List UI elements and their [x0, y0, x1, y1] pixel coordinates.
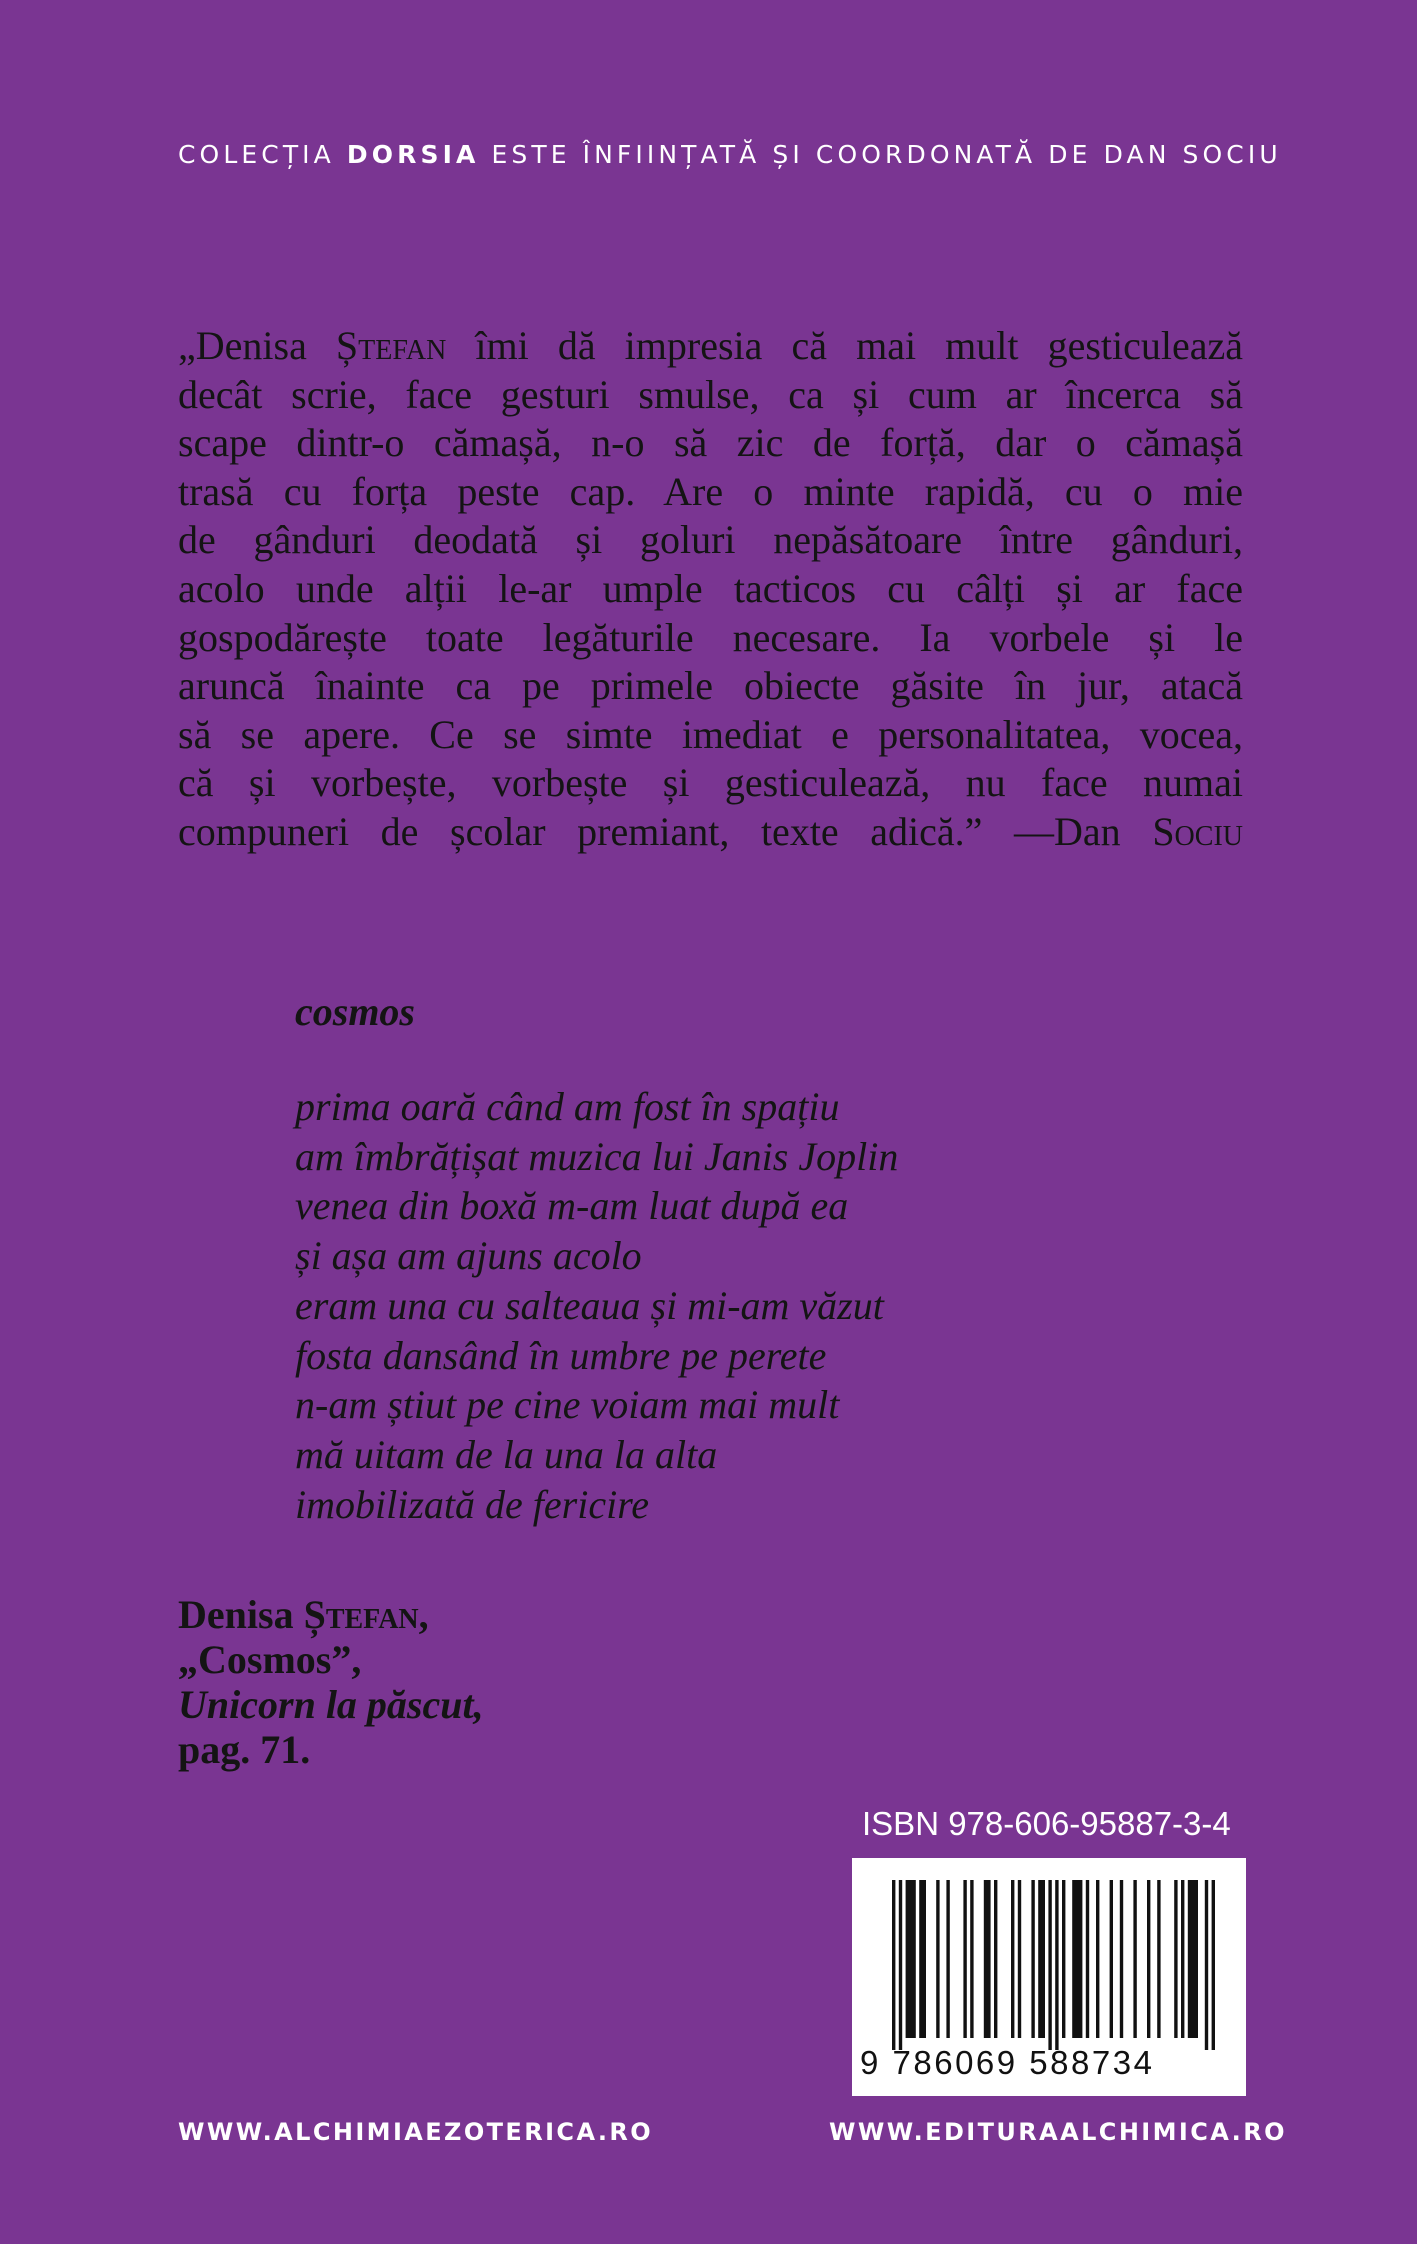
- barcode-bar: [1205, 1880, 1208, 2050]
- barcode-bar: [1062, 1880, 1065, 2038]
- credit-author-surname: Ștefan: [303, 1592, 419, 1637]
- barcode-bar: [994, 1880, 997, 2038]
- collection-note-suffix: ESTE ÎNFIINȚATĂ ȘI COORDONATĂ DE DAN SOCIU: [479, 140, 1282, 169]
- collection-name: DORSIA: [346, 140, 480, 169]
- barcode-bar: [1212, 1880, 1215, 2050]
- barcode-bar: [1072, 1880, 1082, 2038]
- poem-line: am îmbrățișat muzica lui Janis Joplin: [295, 1133, 899, 1179]
- barcode: [852, 1858, 1246, 2096]
- blurb-line: că și vorbește, vorbește și gesticulează, nu face numai: [178, 760, 1243, 806]
- poem-title: cosmos: [295, 989, 415, 1034]
- blurb-line: decât scrie, face gesturi smulse, ca și cum ar încerca să: [178, 371, 1243, 417]
- poem-line: n-am știut pe cine voiam mai mult: [295, 1382, 840, 1428]
- barcode-bar: [936, 1880, 939, 2038]
- barcode-bar: [1031, 1880, 1034, 2038]
- barcode-bar: [970, 1880, 973, 2038]
- barcode-bar: [1120, 1880, 1123, 2038]
- isbn-label: ISBN 978-606-95887-3-4: [862, 1805, 1231, 1842]
- poem-line: venea din boxă m-am luat după ea: [295, 1183, 849, 1229]
- barcode-bar: [1096, 1880, 1099, 2038]
- barcode-bar: [1174, 1880, 1177, 2038]
- barcode-bar: [892, 1880, 895, 2050]
- credit-author: Denisa Ștefan,: [178, 1592, 429, 1637]
- poem: [295, 988, 1095, 1529]
- poem-credit: [178, 1592, 484, 1772]
- barcode-bar: [919, 1880, 926, 2038]
- blurb-quote: [178, 322, 1243, 857]
- blurb-line: acolo unde alții le-ar umple tacticos cu câlți și ar face: [178, 565, 1243, 611]
- credit-poem-title: „Cosmos”,: [178, 1637, 362, 1682]
- barcode-bar: [1188, 1880, 1198, 2038]
- barcode-digits: 9 786069 588734: [860, 2044, 1155, 2081]
- poem-line: mă uitam de la una la alta: [295, 1431, 718, 1477]
- quote-author-surname: Sociu: [1152, 808, 1243, 854]
- poem-line: fosta dansând în umbre pe perete: [295, 1332, 827, 1378]
- barcode-bar: [906, 1880, 916, 2038]
- blurb-line: aruncă înainte ca pe primele obiecte găsite în jur, atacă: [178, 663, 1243, 709]
- blurb-line: să se apere. Ce se simte imediat e personalitatea, vocea,: [178, 711, 1243, 757]
- blurb-line: „Denisa Ștefan îmi dă impresia că mai mult gesticulează: [178, 323, 1243, 368]
- credit-book-title: Unicorn la păscut,: [178, 1682, 484, 1727]
- blurb-line: de gânduri deodată și goluri nepăsătoare între gânduri,: [178, 517, 1243, 563]
- barcode-bar: [1157, 1880, 1160, 2038]
- poem-line: eram una cu salteaua și mi-am văzut: [295, 1282, 884, 1328]
- barcode-bar: [1038, 1880, 1045, 2038]
- blurb-line: gospodărește toate legăturile necesare. Ia vorbele și le: [178, 614, 1243, 660]
- blurb-line: trasă cu forța peste cap. Are o minte rapidă, cu o mie: [178, 468, 1243, 514]
- website-link-right[interactable]: WWW.EDITURAALCHIMICA.RO: [829, 2118, 1287, 2146]
- author-surname: Ștefan: [335, 323, 447, 368]
- blurb-line: scape dintr-o cămașă, n-o să zic de forță, dar o cămașă: [178, 420, 1243, 466]
- barcode-bar: [1011, 1880, 1014, 2038]
- collection-note-prefix: COLECȚIA: [178, 140, 347, 169]
- credit-page: pag. 71.: [178, 1727, 311, 1772]
- barcode-bar: [1048, 1880, 1051, 2050]
- poem-line: și așa am ajuns acolo: [295, 1233, 642, 1279]
- barcode-bar: [1133, 1880, 1136, 2038]
- barcode-bar: [1018, 1880, 1021, 2038]
- barcode-bar: [984, 1880, 991, 2038]
- barcode-bar: [1147, 1880, 1150, 2038]
- barcode-bar: [899, 1880, 902, 2050]
- website-link-left[interactable]: WWW.ALCHIMIAEZOTERICA.RO: [178, 2118, 654, 2146]
- barcode-bar: [1055, 1880, 1058, 2050]
- blurb-line: compuneri de școlar premiant, texte adică.” —Dan Sociu: [178, 808, 1243, 854]
- poem-line: prima oară când am fost în spațiu: [295, 1084, 840, 1129]
- barcode-bar: [946, 1880, 949, 2038]
- collection-note: [178, 140, 1282, 169]
- barcode-bar: [1110, 1880, 1113, 2038]
- barcode-bar: [1086, 1880, 1089, 2038]
- poem-line: imobilizată de fericire: [295, 1481, 650, 1527]
- barcode-bar: [1181, 1880, 1184, 2038]
- barcode-bar: [963, 1880, 966, 2038]
